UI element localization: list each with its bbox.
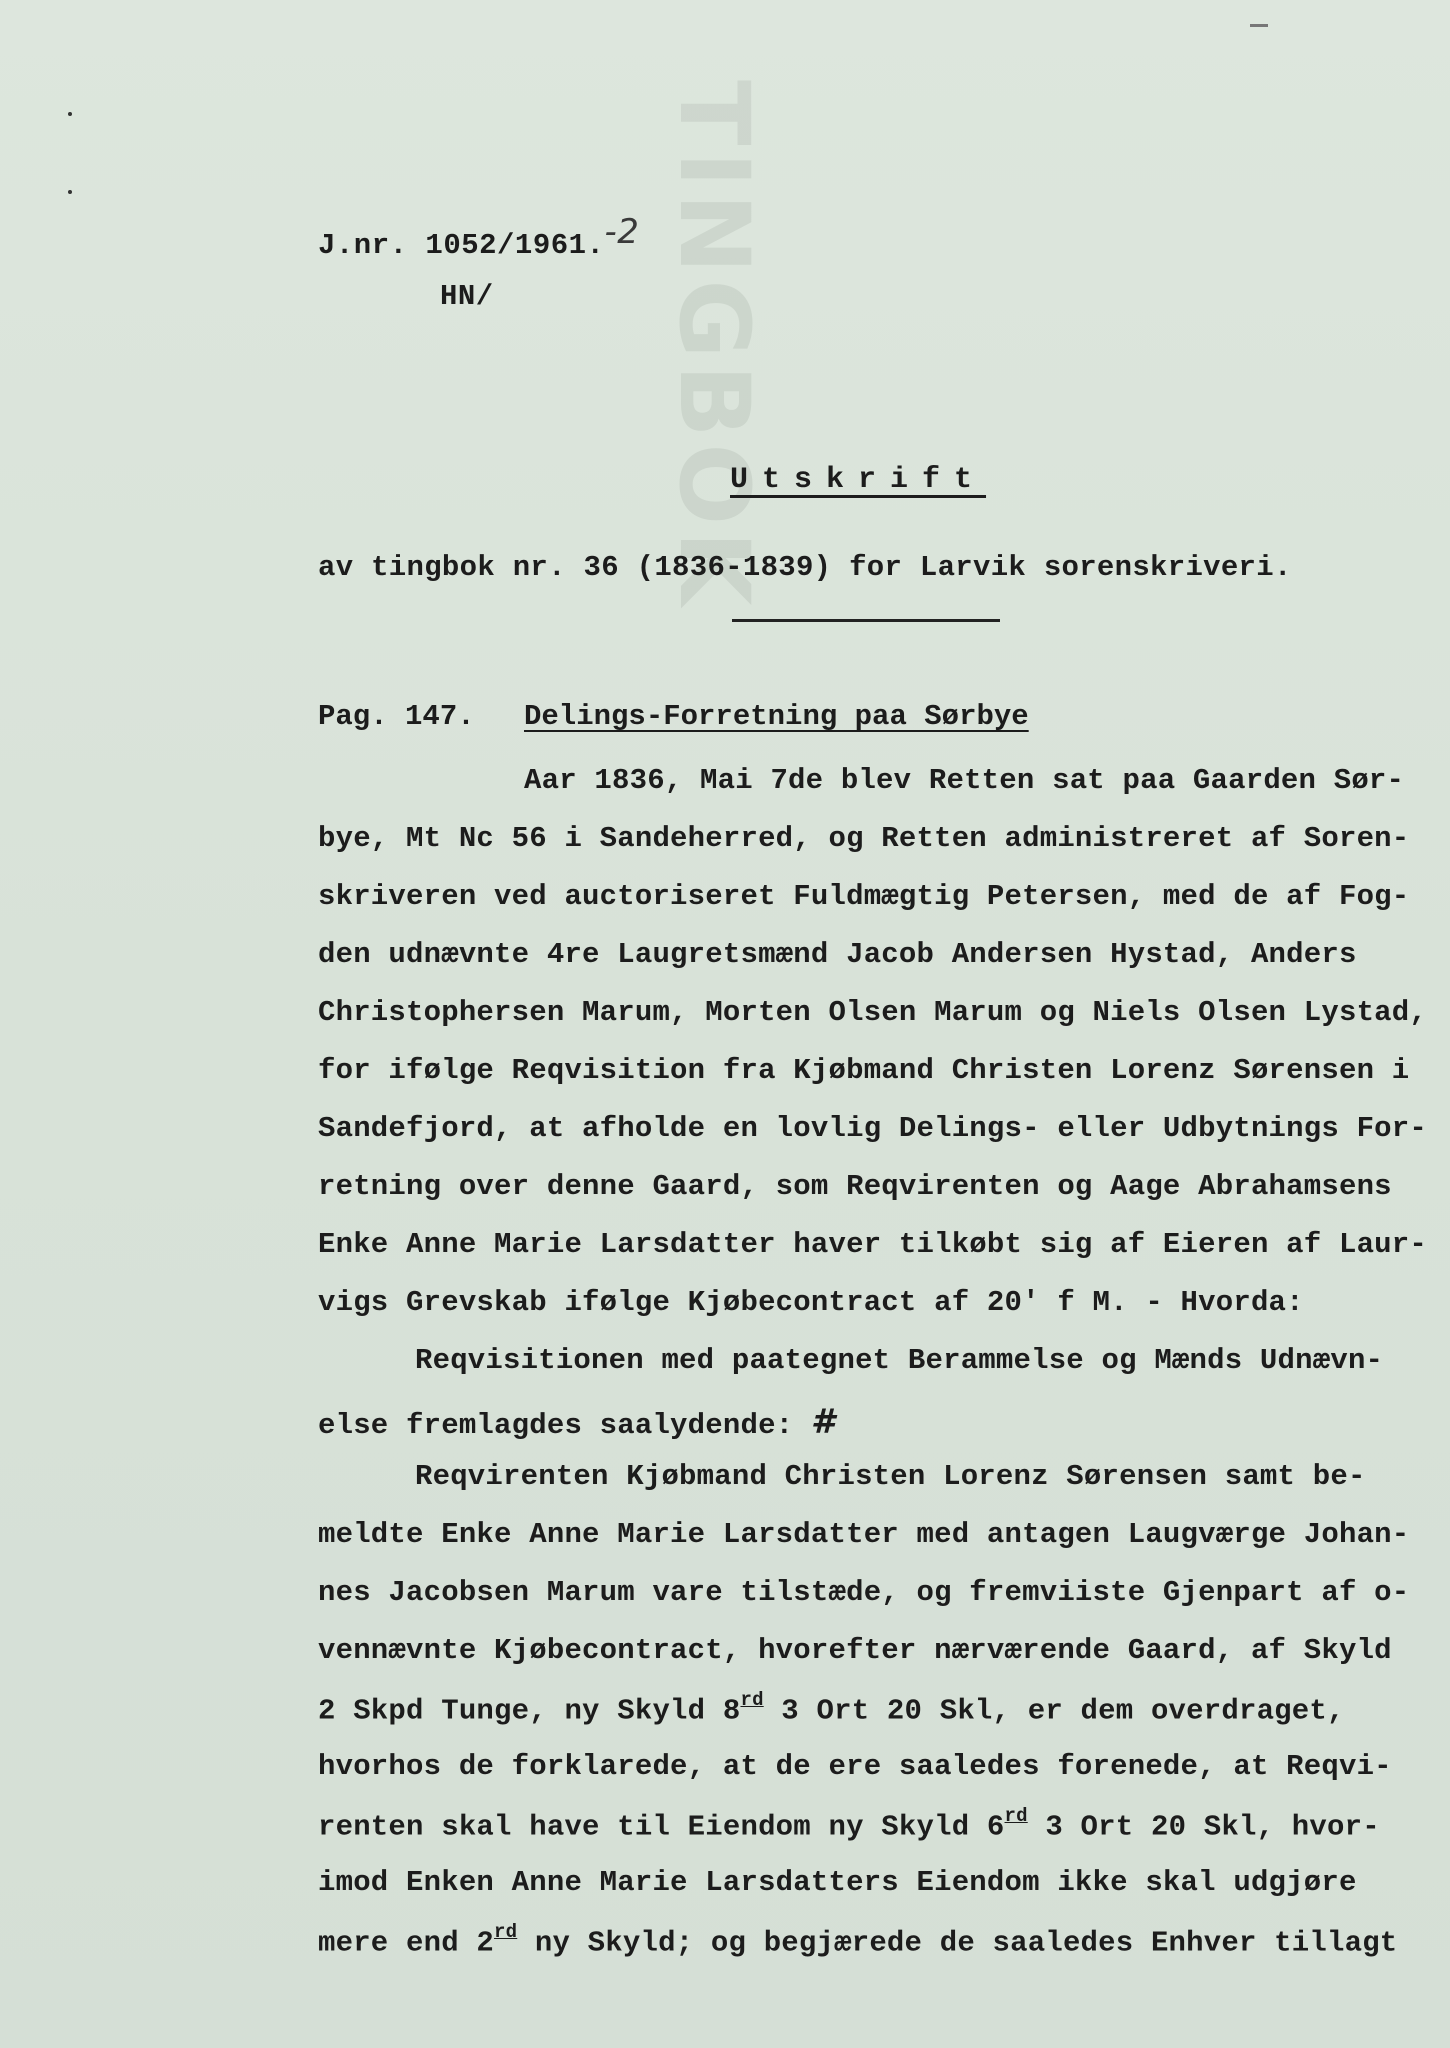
body-line: Aar 1836, Mai 7de blev Retten sat paa Gaarden Sør- [524, 764, 1405, 797]
section-heading: Delings-Forretning paa Sørbye [524, 700, 1029, 733]
edge-mark [1250, 24, 1268, 27]
body-line: den udnævnte 4re Laugretsmænd Jacob Andersen Hystad, Anders [318, 938, 1357, 971]
margin-mark [68, 112, 72, 116]
superscript-rd: rd [740, 1689, 764, 1711]
body-text: mere end 2 [318, 1926, 495, 1960]
body-line-with-mark [318, 1402, 1398, 1442]
body-line: hvorhos de forklarede, at de ere saaledes forenede, at Reqvi- [318, 1750, 1392, 1783]
superscript-rd: rd [1004, 1805, 1028, 1827]
document-title: Utskrift [730, 463, 987, 497]
body-text: 3 Ort 20 Skl, hvor- [1045, 1810, 1380, 1844]
document-subtitle: av tingbok nr. 36 (1836-1839) for Larvik sorenskriveri. [318, 551, 1292, 584]
body-line: vennævnte Kjøbecontract, hvorefter nærværende Gaard, af Skyld [318, 1634, 1392, 1667]
body-line: bye, Mt Nc 56 i Sandeherred, og Retten administreret af Soren- [318, 822, 1410, 855]
background-stamp: TINGBOK [658, 80, 770, 612]
body-line: nes Jacobsen Marum vare tilstæde, og fremviiste Gjenpart af o- [318, 1576, 1410, 1609]
hash-mark: # [810, 1402, 835, 1442]
body-line: retning over denne Gaard, som Reqvirenten og Aage Abrahamsens [318, 1170, 1392, 1203]
body-text: ny Skyld; og begjærede de saaledes Enhver tillagt [534, 1926, 1398, 1960]
body-line: imod Enken Anne Marie Larsdatters Eiendom ikke skal udgjøre [318, 1866, 1357, 1899]
journal-suffix-handwritten: -2 [604, 212, 640, 252]
body-line: meldte Enke Anne Marie Larsdatter med antagen Laugværge Johan- [318, 1518, 1410, 1551]
body-line: skriveren ved auctoriseret Fuldmægtig Petersen, med de af Fog- [318, 880, 1410, 913]
body-line: Reqvisitionen med paategnet Berammelse og Mænds Udnævn- [415, 1344, 1384, 1377]
body-line: Reqvirenten Kjøbmand Christen Lorenz Sørensen samt be- [415, 1460, 1366, 1493]
body-line: Christophersen Marum, Morten Olsen Marum og Niels Olsen Lystad, [318, 996, 1427, 1029]
journal-number: J.nr. 1052/1961. [318, 229, 605, 262]
initials: HN/ [440, 280, 494, 313]
margin-mark [68, 190, 72, 194]
journal-number-line [318, 212, 640, 262]
body-line: for ifølge Reqvisition fra Kjøbmand Christen Lorenz Sørensen i [318, 1054, 1410, 1087]
body-text: else fremlagdes saalydende: [318, 1409, 794, 1442]
body-line-with-superscript [318, 1805, 1398, 1844]
body-line: Sandefjord, at afholde en lovlig Delings- eller Udbytnings For- [318, 1112, 1427, 1145]
body-line-with-superscript [318, 1921, 1398, 1960]
body-line: vigs Grevskab ifølge Kjøbecontract af 20' f M. - Hvorda: [318, 1286, 1304, 1319]
body-line-with-superscript [318, 1689, 1398, 1728]
divider-rule [732, 619, 1000, 622]
superscript-rd: rd [494, 1921, 518, 1943]
body-text: 2 Skpd Tunge, ny Skyld 8 [318, 1694, 741, 1728]
page-reference: Pag. 147. [318, 700, 475, 733]
body-text: 3 Ort 20 Skl, er dem overdraget, [781, 1694, 1345, 1728]
body-line: Enke Anne Marie Larsdatter haver tilkøbt sig af Eieren af Laur- [318, 1228, 1427, 1261]
body-text: renten skal have til Eiendom ny Skyld 6 [318, 1810, 1005, 1844]
